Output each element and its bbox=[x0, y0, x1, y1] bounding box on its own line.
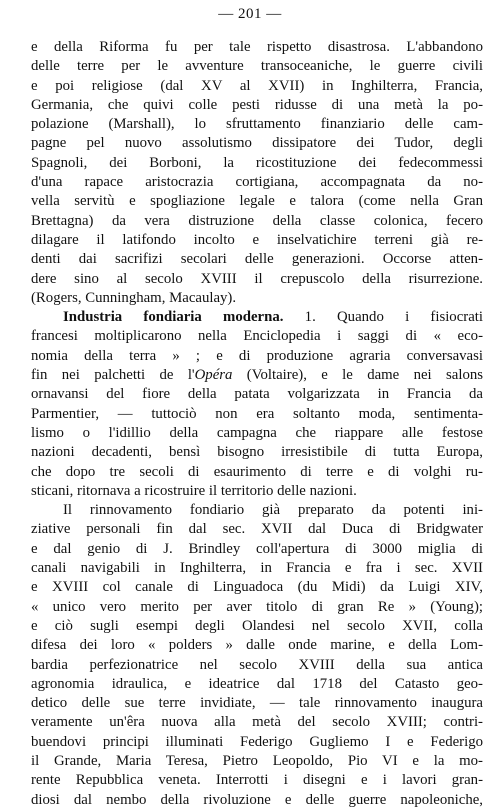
text-line: (Rogers, Cunningham, Macaulay). bbox=[31, 289, 237, 306]
text-line: ziative personali fin dal sec. XVII dal Duca di Bridgwater bbox=[31, 521, 483, 538]
text-line: lismo o l'idillio della campagna che riappare alle festose bbox=[31, 424, 483, 441]
text-line: dilagare il latifondo incolto e inselvatichire terreni già re- bbox=[31, 231, 483, 248]
text-line bbox=[31, 308, 483, 327]
text-line: vella servitù e spogliazione legale e talora (come nella Gran bbox=[31, 193, 483, 210]
text-line: che dopo tre secoli di esaurimento di terre e di volghi ru- bbox=[31, 463, 483, 480]
text-line: Parmentier, — tuttociò non era soltanto moda, sentimenta- bbox=[31, 405, 483, 422]
text-fragment: 1. Quando i fisiocrati bbox=[283, 309, 483, 326]
text-line: Germania, che quivi colle pesti ridusse di una metà la po- bbox=[31, 96, 483, 113]
text-line: sticani, ritornava a ricostruire il territorio delle nazioni. bbox=[31, 482, 357, 499]
text-line: difesa dei loro « polders » dalle onde marine, e della Lom- bbox=[31, 637, 483, 654]
text-line: e XVIII col canale di Linguadoca (du Midi) da Luigi XIV, bbox=[31, 579, 483, 596]
paragraph-1 bbox=[31, 38, 483, 308]
text-line: Il rinnovamento fondiario già preparato da potenti ini- bbox=[63, 502, 483, 519]
text-line: dere sino al secolo XVIII il crepuscolo della risurrezione. bbox=[31, 270, 483, 287]
text-line: denti dai sacrifizi secolari delle generazioni. Occorse atten- bbox=[31, 251, 483, 268]
paragraph-2 bbox=[31, 308, 483, 501]
text-line: rente Repubblica veneta. Interrotti i disegni e i lavori gran- bbox=[31, 772, 483, 789]
text-line: pagne pel nuovo assolutismo dissipatore dei Tudor, degli bbox=[31, 135, 483, 152]
text-line: polazione (Marshall), lo sfruttamento finanziario delle cam- bbox=[31, 116, 483, 133]
text-line bbox=[31, 366, 483, 385]
text-line: il Grande, Maria Teresa, Pietro Leopoldo, Pio VI e la mo- bbox=[31, 752, 483, 769]
text-line: francesi moltiplicarono nella Enciclopedia i saggi di « eco- bbox=[31, 328, 483, 345]
text-line: d'una rapace aristocrazia cortigiana, accompagnata da no- bbox=[31, 174, 483, 191]
text-line: « unico vero merito per aver titolo di gran Re » (Young); bbox=[31, 598, 483, 615]
text-line: e dal genio di J. Brindley coll'apertura di 3000 miglia di bbox=[31, 540, 483, 557]
text-line: diosi dal nembo della rivoluzione e delle guerre napoleoniche, bbox=[31, 791, 483, 808]
text-fragment: (Voltaire), e le dame nei salons bbox=[232, 367, 483, 384]
text-line: detico delle sue terre invidiate, — tale rinnovamento inaugura bbox=[31, 695, 483, 712]
text-line: e poi religiose (dal XV al XVII) in Inghilterra, Francia, bbox=[31, 77, 483, 94]
text-line: agronomia idraulica, e ideatrice dal 1718 del Catasto geo- bbox=[31, 675, 483, 692]
text-line: veramente un'êra nuova alla metà del secolo XVIII; contri- bbox=[31, 714, 483, 731]
paragraph-3 bbox=[31, 501, 483, 810]
section-heading: Industria fondiaria moderna. bbox=[63, 309, 284, 326]
text-line: e della Riforma fu per tale rispetto disastrosa. L'abbandono bbox=[31, 39, 483, 55]
text-fragment: fin nei palchetti de l' bbox=[31, 367, 195, 384]
italic-word: Opéra bbox=[194, 367, 233, 384]
body-text bbox=[31, 38, 483, 810]
text-line: nazioni decadenti, bensì bisogno irresistibile di tutta Europa, bbox=[31, 444, 483, 461]
text-line: delle terre per le avventure transoceaniche, le guerre civili bbox=[31, 58, 483, 75]
text-line: e ciò sugli esempi degli Olandesi nel secolo XVII, colla bbox=[31, 617, 483, 634]
text-line: bardia perfezionatrice nel secolo XVIII della sua antica bbox=[31, 656, 483, 673]
text-line: Brettagna) da vera distruzione della classe colonica, fecero bbox=[31, 212, 483, 229]
text-line: canali navigabili in Inghilterra, in Francia e fra i sec. XVII bbox=[31, 560, 483, 577]
text-line: buendovi principi illuminati Federigo Gugliemo I e Federigo bbox=[31, 733, 483, 750]
page-number: — 201 — bbox=[218, 6, 282, 22]
text-line: Spagnoli, dei Borboni, la ricostituzione dei fedecommessi bbox=[31, 154, 483, 171]
text-line: nomia della terra » ; e di produzione agraria conversavasi bbox=[31, 347, 483, 364]
text-line: ornavansi del fiore della patata volgarizzata in Francia da bbox=[31, 386, 483, 403]
